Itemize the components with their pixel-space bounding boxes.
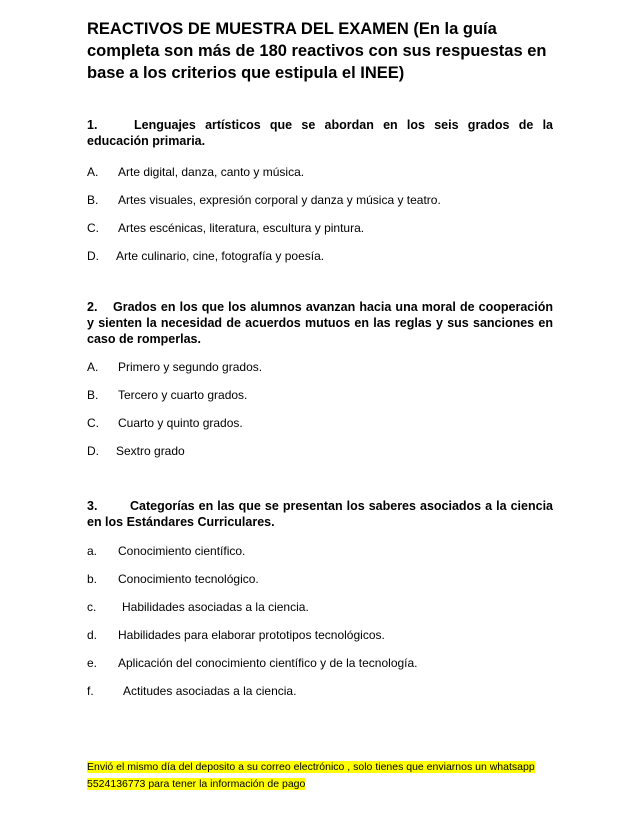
question-number: 1. — [87, 118, 98, 132]
option — [87, 655, 418, 671]
option-letter: D. — [87, 249, 99, 263]
option-letter: C. — [87, 416, 99, 430]
option-text: Cuarto y quinto grados. — [118, 416, 243, 430]
option — [87, 571, 259, 587]
question-text: Lenguajes artísticos que se abordan en los seis grados de la educación primaria. — [87, 118, 553, 148]
question-number: 2. — [87, 300, 98, 314]
option-letter: A. — [87, 360, 99, 374]
option — [87, 543, 245, 559]
option-letter: A. — [87, 165, 99, 179]
option — [87, 248, 324, 264]
option-letter: a. — [87, 544, 98, 558]
option-text: Aplicación del conocimiento científico y de la tecnología. — [118, 656, 418, 670]
question-text: Categorías en las que se presentan los saberes asociados a la ciencia en los Estándares Curriculares. — [87, 499, 553, 529]
option-letter: B. — [87, 388, 99, 402]
document-title: REACTIVOS DE MUESTRA DEL EXAMEN (En la guía completa son más de 180 reactivos con sus respuestas en base a los criterios que estipula el INEE) — [87, 20, 547, 82]
question-3 — [87, 498, 553, 530]
footer-line-1: Envió el mismo día del deposito a su correo electrónico , solo tienes que enviarnos un whatsapp — [87, 761, 535, 773]
option — [87, 683, 296, 699]
option-text: Actitudes asociadas a la ciencia. — [123, 684, 297, 698]
option — [87, 387, 247, 403]
option-text: Arte culinario, cine, fotografía y poesía. — [116, 249, 325, 263]
option-text: Conocimiento científico. — [118, 544, 246, 558]
option-letter: B. — [87, 193, 99, 207]
option-letter: c. — [87, 600, 97, 614]
option-letter: d. — [87, 628, 98, 642]
option — [87, 220, 364, 236]
option-letter: C. — [87, 221, 99, 235]
question-text: Grados en los que los alumnos avanzan hacia una moral de cooperación y sienten la necesidad de acuerdos mutuos en las reglas y sus sanciones en caso de romperlas. — [87, 300, 553, 346]
question-1 — [87, 117, 553, 149]
option — [87, 164, 304, 180]
option-text: Artes visuales, expresión corporal y danza y música y teatro. — [118, 193, 441, 207]
question-number: 3. — [87, 499, 98, 513]
option-text: Tercero y cuarto grados. — [118, 388, 248, 402]
option — [87, 599, 309, 615]
option — [87, 443, 185, 459]
footer-line-2: 5524136773 para tener la información de pago — [87, 778, 306, 790]
option-letter: D. — [87, 444, 99, 458]
option — [87, 359, 262, 375]
option-letter: f. — [87, 684, 94, 698]
contact-footer — [87, 759, 543, 793]
option — [87, 627, 385, 643]
option-text: Habilidades para elaborar prototipos tecnológicos. — [118, 628, 385, 642]
option-letter: e. — [87, 656, 98, 670]
option — [87, 192, 441, 208]
option-text: Arte digital, danza, canto y música. — [118, 165, 305, 179]
option-text: Conocimiento tecnológico. — [118, 572, 259, 586]
question-2 — [87, 299, 553, 347]
option-text: Artes escénicas, literatura, escultura y pintura. — [118, 221, 365, 235]
option-text: Habilidades asociadas a la ciencia. — [122, 600, 309, 614]
option-text: Primero y segundo grados. — [118, 360, 263, 374]
option-letter: b. — [87, 572, 98, 586]
option — [87, 415, 243, 431]
option-text: Sextro grado — [116, 444, 185, 458]
